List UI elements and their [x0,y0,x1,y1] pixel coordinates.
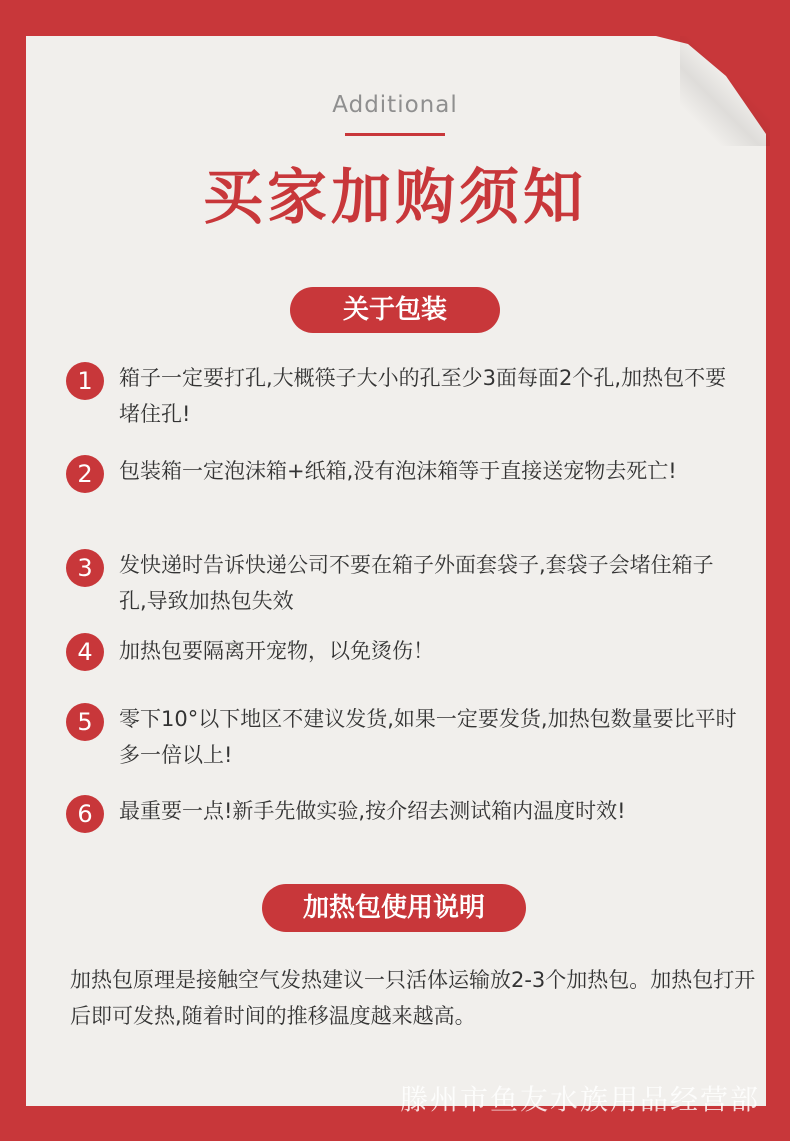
number-badge: 3 [66,549,104,587]
shop-watermark: 滕州市鱼友水族用品经营部 [399,1083,760,1116]
list-item-text: 最重要一点!新手先做实验,按介绍去测试箱内温度时效! [119,799,626,823]
heating-pack-heading-badge: 加热包使用说明 [262,884,526,932]
number-badge: 6 [66,795,104,833]
list-item-text: 发快递时告诉快递公司不要在箱子外面套袋子,套袋子会堵住箱子孔,导致加热包失效 [119,553,714,613]
header-subtitle: Additional [332,92,458,118]
list-item-text: 加热包要隔离开宠物，以免烫伤！ [119,639,434,663]
list-item-text: 零下10°以下地区不建议发货,如果一定要发货,加热包数量要比平时多一倍以上! [119,707,737,767]
subtitle-underline [345,133,445,136]
list-item-text: 箱子一定要打孔,大概筷子大小的孔至少3面每面2个孔,加热包不要堵住孔! [119,366,727,426]
number-badge: 5 [66,703,104,741]
number-badge: 1 [66,362,104,400]
list-item-text: 包装箱一定泡沫箱+纸箱,没有泡沫箱等于直接送宠物去死亡! [119,459,677,483]
heating-pack-description: 加热包原理是接触空气发热建议一只活体运输放2-3个加热包。加热包打开后即可发热,随着时间的推移温度越来越高。 [70,968,756,1028]
packaging-heading-badge: 关于包装 [290,287,500,333]
number-badge: 4 [66,633,104,671]
page-title: 买家加购须知 [203,163,587,233]
number-badge: 2 [66,455,104,493]
